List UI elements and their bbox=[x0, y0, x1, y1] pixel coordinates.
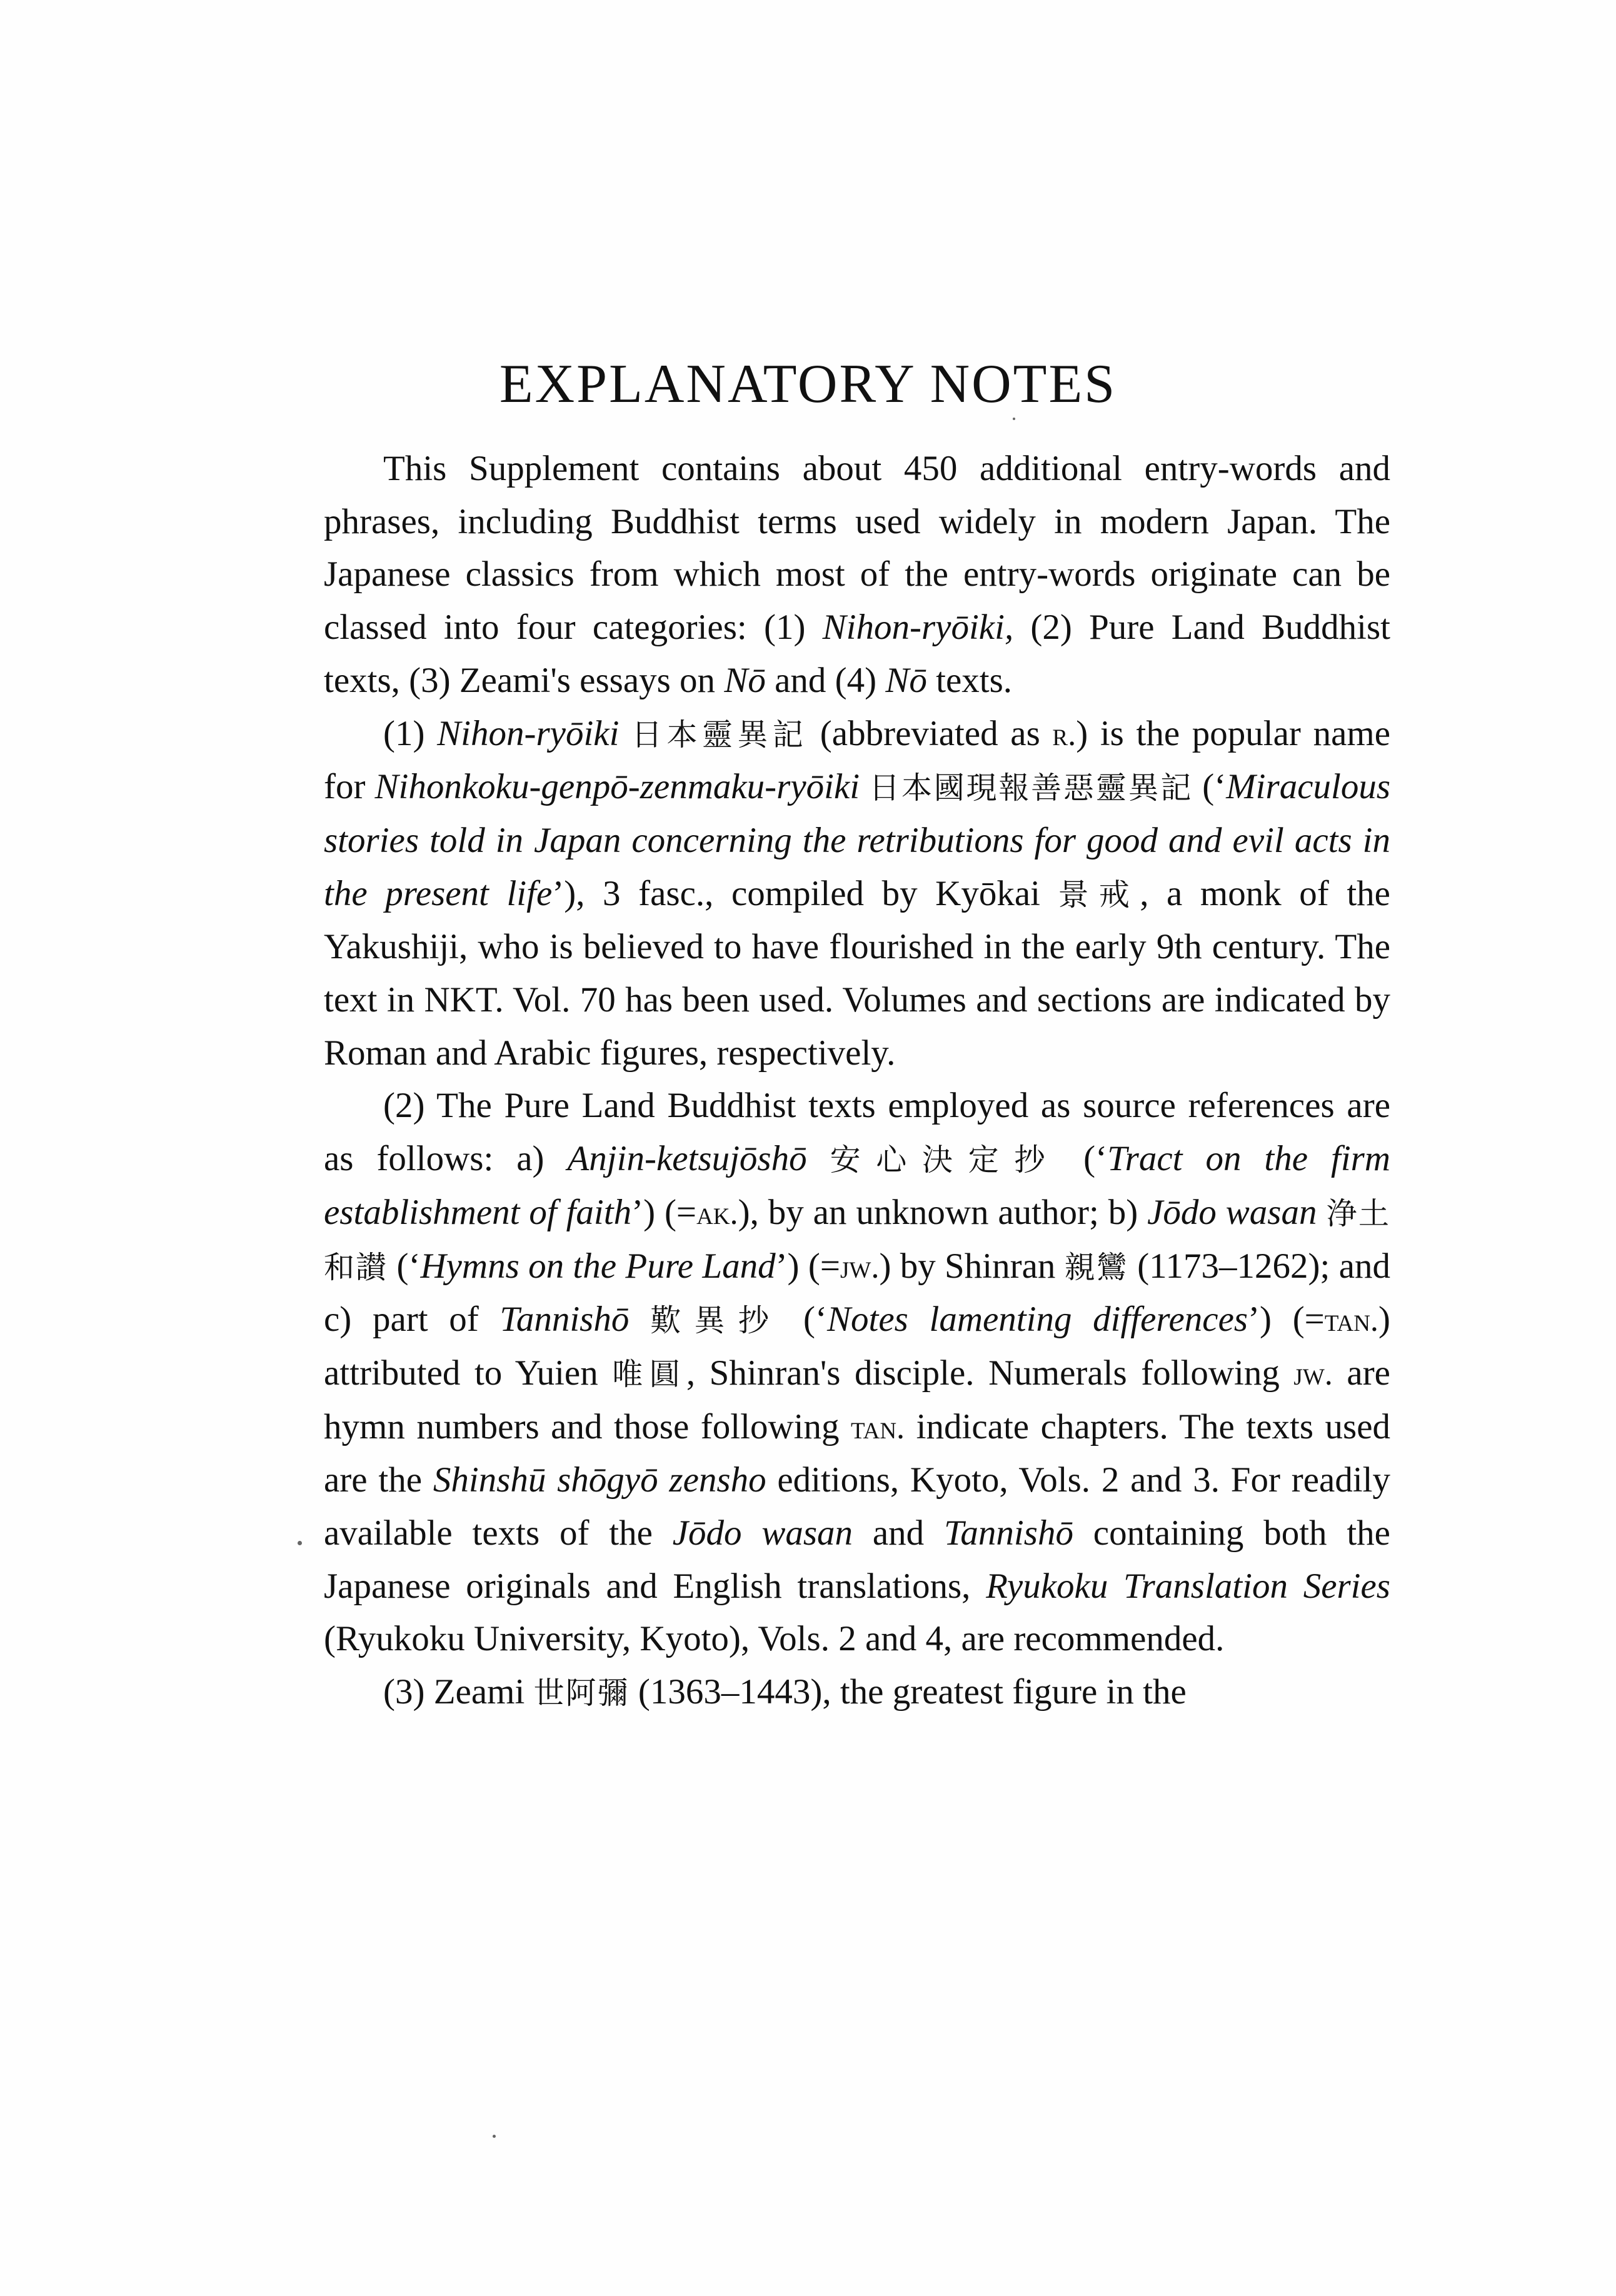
italic-run: Nō bbox=[885, 660, 927, 700]
text-run: containing both the Japanese originals and English translations, bbox=[324, 1513, 1390, 1606]
abbreviation: r. bbox=[1052, 716, 1076, 753]
text-run: ), by an unknown author; b) bbox=[738, 1192, 1148, 1232]
scan-speck bbox=[1013, 418, 1015, 420]
text-run: (1173–1262); and c) part of bbox=[324, 1246, 1390, 1340]
text-run: , Shinran's disciple. Numerals following bbox=[686, 1353, 1294, 1393]
italic-run: Miraculous stories told in Japan concerning the retributions for good and evil acts in the present life bbox=[324, 767, 1391, 913]
intro-paragraph bbox=[324, 443, 1390, 708]
italic-run: Ryukoku Translation Series bbox=[986, 1566, 1390, 1606]
italic-run: Nihon-ryōiki bbox=[437, 713, 620, 753]
italic-run: Tannishō bbox=[499, 1300, 630, 1340]
paragraph-3 bbox=[324, 1666, 1390, 1720]
abbreviation: jw. bbox=[840, 1248, 880, 1285]
kanji-run: 唯圓 bbox=[612, 1355, 686, 1392]
text-run: (‘ bbox=[1193, 767, 1227, 807]
text-run: ) by Shinran bbox=[879, 1246, 1065, 1286]
text-run: (abbreviated as bbox=[808, 713, 1053, 753]
text-run: ’) (= bbox=[1248, 1300, 1325, 1340]
kanji-run: 親鸞 bbox=[1064, 1248, 1128, 1285]
text-run: (Ryukoku University, Kyoto), Vols. 2 and 4, are recommended. bbox=[324, 1619, 1225, 1659]
abbreviation: tan. bbox=[850, 1409, 905, 1446]
text-run: (1) bbox=[383, 713, 438, 753]
kanji-run: 浄土和讃 bbox=[324, 1195, 1391, 1285]
abbreviation: ak. bbox=[696, 1195, 738, 1231]
kanji-run: 日本靈異記 bbox=[631, 716, 808, 753]
kanji-run: 日本國現報善惡靈異記 bbox=[869, 770, 1193, 806]
italic-run: Notes lamenting differences bbox=[826, 1300, 1248, 1340]
text-run: editions, Kyoto, Vols. 2 and 3. For readily available texts of the bbox=[324, 1460, 1390, 1553]
paragraph-2 bbox=[324, 1080, 1390, 1666]
text-run: (2) Pure Land Buddhist texts, (3) Zeami's essays on bbox=[324, 608, 1390, 700]
text-run: ’) (= bbox=[775, 1246, 840, 1286]
italic-run: Tract on the firm establishment of faith bbox=[324, 1139, 1391, 1232]
paragraph-1 bbox=[324, 708, 1390, 1080]
text-run: (3) Zeami bbox=[383, 1672, 534, 1712]
kanji-run: 景戒 bbox=[1058, 876, 1140, 913]
text-run: (‘ bbox=[388, 1246, 421, 1286]
italic-run: Anjin-ketsujōshō bbox=[567, 1139, 807, 1179]
text-run: ’), 3 fasc., compiled by Kyōkai bbox=[552, 873, 1058, 913]
body-text bbox=[324, 443, 1390, 1720]
kanji-run: 安心決定抄 bbox=[830, 1141, 1061, 1178]
italic-run: Nihonkoku-genpō-zenmaku-ryōiki bbox=[374, 767, 860, 807]
italic-run: Jōdo wasan bbox=[1147, 1192, 1317, 1232]
italic-run: Shinshū shōgyō zensho bbox=[433, 1460, 766, 1500]
text-run: and (4) bbox=[765, 660, 886, 700]
italic-run: Nō bbox=[724, 660, 766, 700]
italic-run: Hymns on the Pure Land bbox=[420, 1246, 776, 1286]
text-run: ) attributed to Yuien bbox=[324, 1300, 1391, 1393]
kanji-run: 世阿彌 bbox=[533, 1675, 630, 1712]
kanji-run: 歎異抄 bbox=[650, 1302, 783, 1339]
text-run: ) is the popular name for bbox=[324, 713, 1391, 807]
text-run: (1363–1443), the greatest figure in the bbox=[629, 1672, 1187, 1712]
scan-speck bbox=[493, 2135, 496, 2138]
italic-run: Tannishō bbox=[943, 1513, 1073, 1553]
italic-run: Nihon-ryōiki, bbox=[822, 608, 1014, 648]
text-run: and bbox=[853, 1513, 944, 1553]
page-title: EXPLANATORY NOTES bbox=[499, 354, 1117, 414]
scan-speck bbox=[298, 1541, 302, 1545]
text-run: texts. bbox=[926, 660, 1013, 700]
text-run: (‘ bbox=[782, 1300, 827, 1340]
abbreviation: tan. bbox=[1324, 1302, 1379, 1339]
text-run: (2) The Pure Land Buddhist texts employed as source references are as follows: a) bbox=[324, 1086, 1390, 1179]
italic-run: Jōdo wasan bbox=[672, 1513, 853, 1553]
text-run: (‘ bbox=[1060, 1139, 1108, 1179]
text-run: ’) (= bbox=[631, 1192, 697, 1232]
text-run: indicate chapters. The texts used are the bbox=[324, 1406, 1390, 1500]
text-run: , a monk of the Yakushiji, who is believed to have flourished in the early 9th century. The text in NKT. Vol. 70 has been used. Volumes and sections are indicated by Roman and Arabic figures, respectively. bbox=[324, 873, 1390, 1073]
text-run: This Supplement contains about 450 additional entry-words and phrases, including Buddhist terms used widely in modern Japan. The Japanese classics from which most of the entry-words originate can be classed into four categories: (1) bbox=[324, 449, 1390, 648]
text-run: are hymn numbers and those following bbox=[324, 1353, 1390, 1446]
abbreviation: jw. bbox=[1293, 1355, 1333, 1392]
